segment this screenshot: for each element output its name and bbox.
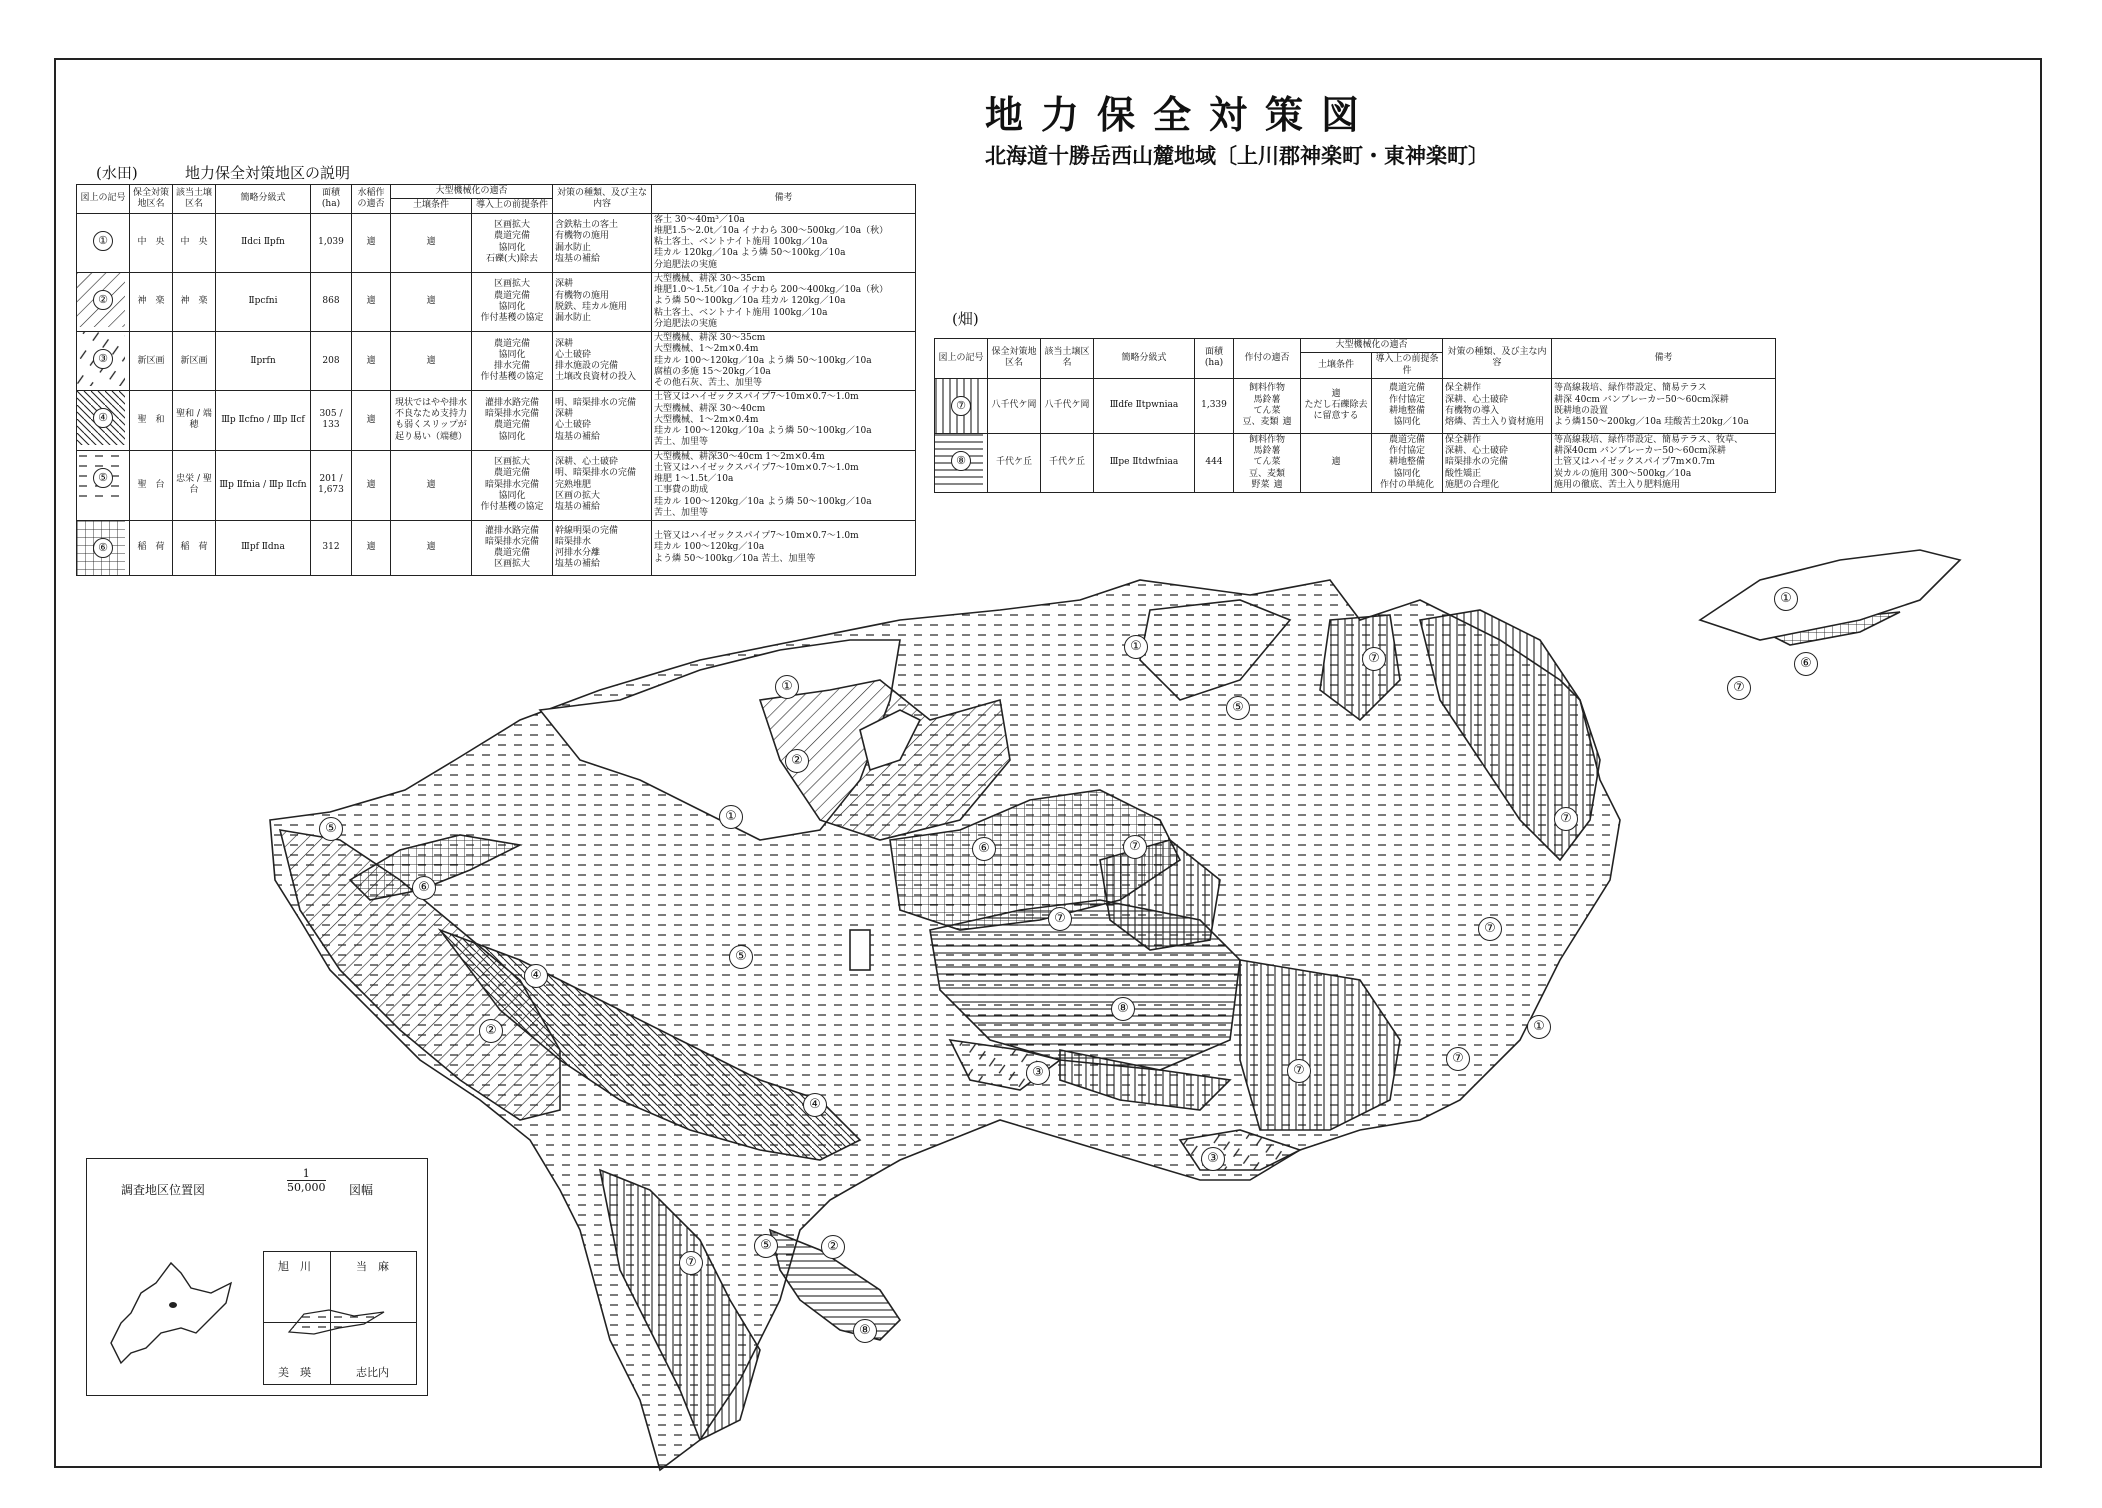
zone-label-one: ①: [1527, 1015, 1551, 1039]
formula-cell: Ⅲp Ⅱfnia / Ⅲp Ⅱcfn: [216, 450, 311, 521]
area-cell: 305 / 133: [311, 391, 352, 450]
zone-label-seven: ⑦: [1554, 807, 1578, 831]
remarks-cell: 客土 30～40m³／10a 堆肥1.5～2.0t／10a イナわら 300～500kg／10a（秋） 粘土客土、ベントナイト施用 100kg／10a 珪カル 120kg／10a よう燐 50～100kg／10a 分追肥法の実施: [652, 213, 916, 272]
header-crop: 作付の適否: [1234, 339, 1301, 379]
soil-cell: 新区画: [173, 332, 216, 391]
paddy-caption: 地力保全対策地区の説明: [185, 164, 351, 182]
zone-label-seven: ⑦: [679, 1251, 703, 1275]
zone-label-seven: ⑦: [1362, 647, 1386, 671]
header-mech-soil: 土壌条件: [391, 199, 472, 213]
zone-label-five: ⑤: [754, 1234, 778, 1258]
formula-cell: Ⅲp Ⅱcfno / Ⅲp Ⅱcf: [216, 391, 311, 450]
zone-label-six: ⑥: [972, 837, 996, 861]
white-patch: [850, 930, 870, 970]
mech-soil-cell: 適 ただし石礫除去に留意する: [1301, 378, 1372, 433]
crop-fit: 適: [1273, 479, 1283, 490]
scale-suffix: 図幅: [349, 1183, 374, 1197]
measures-cell: 深耕 心土破砕 排水施設の完備 土壌改良資材の投入: [553, 332, 652, 391]
header-area: 面積(ha): [1195, 339, 1234, 379]
zone-label-seven: ⑦: [1123, 835, 1147, 859]
location-map-title: 調査地区位置図: [121, 1183, 206, 1197]
zone-label-four: ④: [803, 1093, 827, 1117]
legend-number: ⑥: [93, 538, 113, 558]
area-cell: 444: [1195, 433, 1234, 492]
zone-label-two: ②: [821, 1235, 845, 1259]
formula-cell: Ⅲpf Ⅱdna: [216, 521, 311, 576]
mech-soil-cell: 適: [1301, 433, 1372, 492]
header-measures: 対策の種類、及び主な内容: [1443, 339, 1552, 379]
area-cell: 868: [311, 272, 352, 331]
zone-label-one: ①: [1774, 587, 1798, 611]
soil-cell: 千代ケ丘: [1041, 433, 1094, 492]
area-cell: 1,039: [311, 213, 352, 272]
water-cell: 適: [352, 332, 391, 391]
crop-list: 飼料作物 馬鈴薯 てん菜 豆、麦類: [1242, 383, 1285, 427]
mech-intro-cell: 農道完備 協同化 排水完備 作付基穫の協定: [472, 332, 553, 391]
scale-denominator: 50,000: [287, 1181, 326, 1194]
header-mech-intro: 導入上の前提条件: [1372, 353, 1443, 379]
zone-label-two: ②: [479, 1019, 503, 1043]
soil-cell: 忠栄 / 聖台: [173, 450, 216, 521]
zone-label-five: ⑤: [319, 817, 343, 841]
zone-label-eight: ⑧: [853, 1319, 877, 1343]
legend-number: ①: [93, 231, 113, 251]
header-formula: 簡略分級式: [1094, 339, 1195, 379]
zone-label-seven: ⑦: [1287, 1059, 1311, 1083]
measures-cell: 深耕 有機物の施用 脱鉄、珪カル施用 漏水防止: [553, 272, 652, 331]
measures-cell: 保全耕作 深耕、心土破砕 暗渠排水の完備 酸性矯正 施肥の合理化: [1443, 433, 1552, 492]
mech-soil-cell: 適: [391, 332, 472, 391]
legend-number: ⑧: [951, 451, 971, 471]
mech-soil-cell: 適: [391, 450, 472, 521]
water-cell: 適: [352, 521, 391, 576]
header-symbol: 図上の記号: [935, 339, 988, 379]
sheet-biei: 美 瑛: [278, 1366, 311, 1379]
zone-label-six: ⑥: [412, 876, 436, 900]
soil-cell: 聖和 / 端穂: [173, 391, 216, 450]
sheet-asahikawa: 旭 川: [278, 1260, 311, 1273]
mech-soil-cell: 適: [391, 521, 472, 576]
map-title: 地力保全対策図: [985, 93, 1378, 137]
survey-area-icon: [284, 1302, 394, 1342]
header-remarks: 備考: [1552, 339, 1776, 379]
header-formula: 簡略分級式: [216, 185, 311, 214]
legend-number: ③: [93, 349, 113, 369]
header-symbol: 図上の記号: [77, 185, 130, 214]
mech-soil-cell: 現状ではやや排水不良なため支持力も弱くスリップが起り易い（端穂）: [391, 391, 472, 450]
mech-intro-cell: 農道完備 作付協定 耕地整備 協同化: [1372, 378, 1443, 433]
mech-intro-cell: 農道完備 作付協定 耕地整備 協同化 作付の単純化: [1372, 433, 1443, 492]
zone-label-eight: ⑧: [1111, 997, 1135, 1021]
area-cell: 1,339: [1195, 378, 1234, 433]
soil-cell: 八千代ケ岡: [1041, 378, 1094, 433]
zone-label-seven: ⑦: [1727, 676, 1751, 700]
district-cell: 稲 荷: [130, 521, 173, 576]
hokkaido-outline-icon: [101, 1253, 241, 1373]
header-mech: 大型機械化の適否: [1301, 339, 1443, 353]
remarks-cell: 等高線栽培、緑作帯設定、簡易テラス 耕深 40cm バンブレーカー50～60cm深耕 既耕地の設置 よう燐150～200kg／10a 珪酸苦土20kg／10a: [1552, 378, 1776, 433]
header-soil: 該当土壌区名: [1041, 339, 1094, 379]
district-cell: 新区画: [130, 332, 173, 391]
zone-label-seven: ⑦: [1048, 907, 1072, 931]
zone-label-one: ①: [775, 675, 799, 699]
zone-label-three: ③: [1201, 1147, 1225, 1171]
water-cell: 適: [352, 272, 391, 331]
soil-cell: 神 楽: [173, 272, 216, 331]
zone-label-one: ①: [1124, 635, 1148, 659]
zone-label-six: ⑥: [1794, 652, 1818, 676]
measures-cell: 保全耕作 深耕、心土破砕 有機物の導入 熔燐、苦土入り資材施用: [1443, 378, 1552, 433]
zone-label-five: ⑤: [729, 945, 753, 969]
mech-soil-cell: 適: [391, 213, 472, 272]
legend-number: ⑦: [951, 396, 971, 416]
remarks-cell: 大型機械、耕深 30～35cm 大型機械、1～2m×0.4m 珪カル 100～120kg／10a よう燐 50～100kg／10a 腐植の多施 15～20kg／10a その他石灰、苦土、加里等: [652, 332, 916, 391]
upland-label: (畑): [952, 310, 979, 328]
water-cell: 適: [352, 391, 391, 450]
legend-number: ④: [93, 408, 113, 428]
district-cell: 八千代ケ岡: [988, 378, 1041, 433]
header-mech: 大型機械化の適否: [391, 185, 553, 199]
header-district: 保全対策地区名: [988, 339, 1041, 379]
formula-cell: Ⅲdfe Ⅱtpwniaa: [1094, 378, 1195, 433]
remarks-cell: 土管又はハイゼックスパイプ7～10m×0.7～1.0m 珪カル 100～120kg／10a よう燐 50～100kg／10a 苦土、加里等: [652, 521, 916, 576]
formula-cell: Ⅱpcfni: [216, 272, 311, 331]
header-area: 面積(ha): [311, 185, 352, 214]
zone-label-two: ②: [785, 749, 809, 773]
zone-1-island: [1700, 550, 1960, 640]
zone-label-one: ①: [719, 805, 743, 829]
formula-cell: Ⅲpe Ⅱtdwfniaa: [1094, 433, 1195, 492]
legend-number: ②: [93, 290, 113, 310]
crop-fit: 適: [1282, 417, 1292, 427]
mech-soil-cell: 適: [391, 272, 472, 331]
header-remarks: 備考: [652, 185, 916, 214]
zone-label-five: ⑤: [1226, 696, 1250, 720]
district-cell: 千代ケ丘: [988, 433, 1041, 492]
header-district: 保全対策地区名: [130, 185, 173, 214]
district-cell: 聖 和: [130, 391, 173, 450]
header-mech-intro: 導入上の前提条件: [472, 199, 553, 213]
header-soil: 該当土壌区名: [173, 185, 216, 214]
district-cell: 神 楽: [130, 272, 173, 331]
formula-cell: Ⅱdci Ⅱpfn: [216, 213, 311, 272]
area-cell: 208: [311, 332, 352, 391]
measures-cell: 幹線明渠の完備 暗渠排水 河排水分離 塩基の補給: [553, 521, 652, 576]
measures-cell: 深耕、心土破砕 明、暗渠排水の完備 完熟堆肥 区画の拡大 塩基の補給: [553, 450, 652, 521]
remarks-cell: 土管又はハイゼックスパイプ7～10m×0.7～1.0m 大型機械、耕深 30～40cm 大型機械、1～2m×0.4m 珪カル 100～120kg／10a よう燐 50～100kg／10a 苦土、加里等: [652, 391, 916, 450]
header-mech-soil: 土壌条件: [1301, 353, 1372, 379]
header-water: 水稲作の適否: [352, 185, 391, 214]
remarks-cell: 大型機械、耕深30～40cm 1～2m×0.4m 土管又はハイゼックスパイプ7～10m×0.7～1.0m 堆肥 1～1.5t／10a 工事費の助成 珪カル 100～120kg／10a よう燐 50～100kg／10a 苦土、加里等: [652, 450, 916, 521]
measures-cell: 含鉄粘土の客土 有機物の施用 漏水防止 塩基の補給: [553, 213, 652, 272]
sheet-grid: [263, 1251, 417, 1385]
mech-intro-cell: 区画拡大 農道完備 暗渠排水完備 協同化 作付基穫の協定: [472, 450, 553, 521]
sheet-shibinai: 志比内: [356, 1366, 389, 1379]
mech-intro-cell: 区画拡大 農道完備 協同化 作付基穫の協定: [472, 272, 553, 331]
map-subtitle: 北海道十勝岳西山麓地域〔上川郡神楽町・東神楽町〕: [985, 144, 1489, 168]
crop-list: 飼料作物 馬鈴薯 てん菜 豆、麦類 野菜: [1248, 434, 1285, 490]
zone-label-four: ④: [524, 964, 548, 988]
measures-cell: 明、暗渠排水の完備 深耕 心土破砕 塩基の補給: [553, 391, 652, 450]
sheet-touma: 当 麻: [356, 1260, 389, 1273]
location-map: [86, 1158, 428, 1396]
remarks-cell: 等高線栽培、緑作帯設定、簡易テラス、牧草、 耕深40cm バンブレーカー50～60cm深耕 土管又はハイゼックスパイプ7m×0.7m 炭カルの施用 300～500kg／10a 施用の徹底、苦土入り肥料施用: [1552, 433, 1776, 492]
water-cell: 適: [352, 213, 391, 272]
district-cell: 中 央: [130, 213, 173, 272]
water-cell: 適: [352, 450, 391, 521]
soil-cell: 中 央: [173, 213, 216, 272]
header-measures: 対策の種類、及び主な内容: [553, 185, 652, 214]
mech-intro-cell: 区画拡大 農道完備 協同化 石礫(大)除去: [472, 213, 553, 272]
zone-label-seven: ⑦: [1478, 917, 1502, 941]
mech-intro-cell: 灌排水路完備 暗渠排水完備 農道完備 区画拡大: [472, 521, 553, 576]
soil-cell: 稲 荷: [173, 521, 216, 576]
remarks-cell: 大型機械、耕深 30～35cm 堆肥1.0～1.5t／10a イナわら 200～400kg／10a（秋） よう燐 50～100kg／10a 珪カル 120kg／10a 粘土客土、ベントナイト施用 100kg／10a 分追肥法の実施: [652, 272, 916, 331]
scale-numerator: 1: [287, 1167, 326, 1181]
paddy-label: (水田): [96, 164, 138, 182]
zone-label-three: ③: [1026, 1061, 1050, 1085]
mech-intro-cell: 灌排水路完備 暗渠排水完備 農道完備 協同化: [472, 391, 553, 450]
zone-label-seven: ⑦: [1446, 1047, 1470, 1071]
legend-number: ⑤: [93, 468, 113, 488]
formula-cell: Ⅱprfn: [216, 332, 311, 391]
area-cell: 201 / 1,673: [311, 450, 352, 521]
area-cell: 312: [311, 521, 352, 576]
district-cell: 聖 台: [130, 450, 173, 521]
scale-fraction: [287, 1167, 326, 1194]
